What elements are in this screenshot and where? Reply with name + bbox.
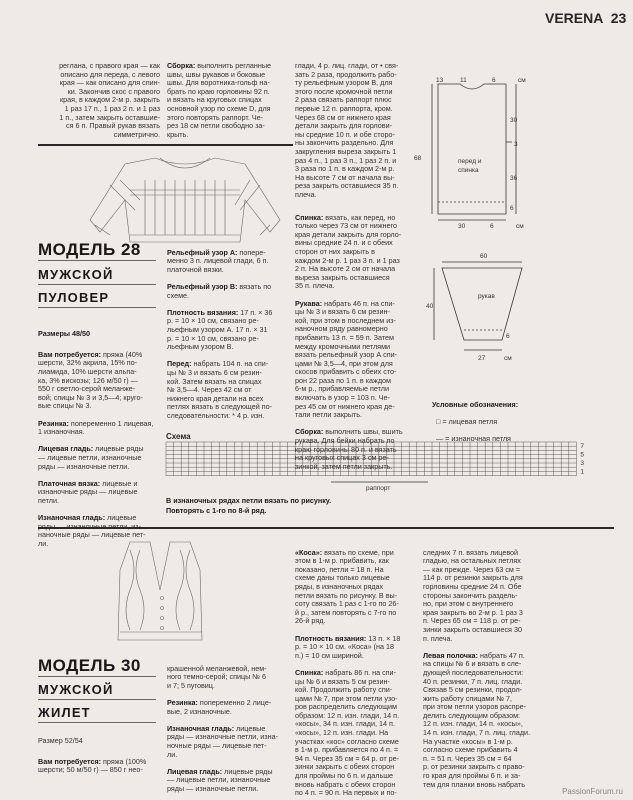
model-30-subtitle1: МУЖСКОЙ — [38, 682, 114, 697]
model-28-subtitle2: ПУЛОВЕР — [38, 290, 110, 305]
chart-note-1: В изнаночных рядах петли вязать по рисунку. — [166, 496, 332, 505]
model-28-details-col2: Рельефный узор А: попере- менно 3 п. лицевой глади, 6 п. платочной вязки. Рельефный узор В: вязать по схеме. Плотность вязания: 17 п. × 36 р. = 10 × 10 см, связано ре- льефным узором А. 17 п. × 31 р. = 10 × 10 см, связано ре- льефным узором В. Перед: набрать 104 п. на спи- цы № 3 и вязать 6 см резин- кой. Затем вязать на спицах № 3,5—4. Через 42 см от нижнего края детали на всех петлях вязать в следующей по- следовательности: * 4 р. изн. — [167, 247, 273, 420]
chart-row-label: 1 — [580, 468, 585, 476]
assembly-text-col2: Сборка: выполнить регланные швы, швы рукавов и боковые швы. Для воротника-гольф на- брать по краю горловины 92 п. и вязать на круговых спицах основной узор по схеме D, для этого повторять раппорт. Че- рез 18 см петли свободно за- крыть. — [167, 61, 271, 139]
sleeve-dim-bottom: 27 — [478, 355, 486, 362]
page-number: 23 — [610, 10, 627, 26]
dim-top-left: 13 — [436, 77, 444, 84]
sleeve-dim-cuff: 6 — [506, 333, 510, 340]
dim-side-top: 30 — [510, 117, 518, 124]
legend-knit: □ = лицевая петля — [436, 416, 498, 426]
sleeve-dim-unit: см — [504, 355, 512, 362]
model-30-details-col1: Размер 52/54 Вам потребуется: пряжа (100% шерсти; 50 м/50 г) — 850 г нео- — [38, 735, 147, 775]
dim-top-mid: 11 — [460, 77, 467, 84]
continued-text-col1: реглана, с правого края — как описано для переда, с левого края — как описано для спин- ки. Закончив скос с правого края, в каждом 2-м р. закрыть 1 раз 17 п., 1 раз 2 п. и 1 раз 1 п., затем закрыть оставшие- ся 6 п. Правый рукав вязать симметрично. — [59, 61, 160, 139]
chart-row-label: 5 — [580, 451, 585, 459]
dim-side-bottom: 6 — [510, 205, 514, 212]
model-28-details-col1: Размеры 48/50 Вам потребуется: пряжа (40% шерсти, 32% акрила, 15% по- лиамида, 10% шерсти альпа- ка, 3% вискозы; 126 м/50 г) — 550 г светло-серой меланже- вой; спицы № 3 и 3,5—4; круго- вые спицы № 3. Резинка: попеременно 1 лицевая, 1 изнаночная. Лицевая гладь: лицевые ряды — лицевые петли, изнаночные ряды — изнаночные петли. Платочная вязка: лицевые и изнаночные ряды — лицевые петли. Изнаночная гладь: лицевые наночные ряды — лицевые пет- ли. — [38, 328, 154, 548]
legend-title: Условные обозначения: — [432, 399, 519, 409]
model-30-details-col2: крашенной меланжевой, нем- ного темно-серой; спицы № 6 и 7; 5 пуговиц. Резинка: попеременно 2 лице- вые, 2 изнаночные. Изнаночная гладь: лицевые ряды — изнаночные петли, изна- ночные ряды — лицевые пет- ли. Лицевая гладь: лицевые ряды — лицевые петли, изнаночные ряды — изнаночные петли. — [167, 663, 278, 793]
section-divider-2 — [38, 527, 614, 529]
chart-note-2: Повторять с 1-го по 8-й ряд. — [166, 506, 267, 515]
model-28-details-col3: Спинка: вязать, как перед, но только через 73 см от нижнего края детали закрыть для горло- вины средние 24 п. и с обеих сторон от них закрыть в каждом 2-м р. 1 раз 3 п. и 1 раз 2 п. На высоте 2 см от начала выреза закрыть оставшиеся 35 п. плеча. Рукава: набрать 46 п. на спи- цы № 3 и вязать 6 см резин- кой, при этом в последнем из- наночном ряду равномерно прибавить 13 п. = 59 п. Затем между кромочными петлями вязать рельефный узор А спи- цами № 3,5—4, при этом для скосов прибавить с обеих сто- рон 22 раза по 1 п. в каждом 6-м р., прибавляемые петли включать в узор = 103 п. Че- рез 45 см от нижнего края де- тали петли закрыть. Сборка: выполнить швы, вшить рукава. Для бейки набрать по краю горловины 80 п. и вязать на круговых спицах 3 см ре- зинкой, затем петли закрыть. — [295, 212, 403, 471]
title-underline — [38, 260, 156, 261]
title-underline-30 — [38, 676, 156, 677]
brand-header — [545, 10, 626, 26]
subtitle-underline-30b — [38, 722, 156, 723]
continued-text-col3: глади, 4 р. лиц. глади, от • свя- зать 2 раза, продолжить рабо- ту рельефным узором В, для этого после кромочной петли 2 раза связать раппорт плюс первые 12 п. раппорта, кром. Через 68 см от нижнего края детали закрыть для горлови- ны средние 10 п. и обе сторо- ны закончить раздельно. Для закругления выреза закрыть 1 раз 4 п., 1 раз 3 п., 1 раз 2 п. и 3 раза по 1 п. в каждом 2-м р. На высоте 7 см от начала вы- реза закрыть оставшиеся 35 п. плеча. — [295, 61, 399, 199]
dim-bottom-right: 6 — [490, 223, 494, 230]
sleeve-dim-side: 40 — [426, 303, 434, 310]
chart-title: Схема — [166, 432, 191, 441]
model-30-details-col4: следних 7 п. вязать лицевой гладью, на остальных петлях — как прежде. Через 63 см = 114 р. от резинки закрыть для горловины средние 24 п. Обе стороны закончить раздель- но, при этом с внутреннего края закрыть во 2-м р. 1 раз 3 п. Через 65 см = 118 р. от ре- зинки закрыть оставшиеся 30 п. плеча. Левая полочка: набрать 47 п. на спицы № 6 и вязать в сле- дующей последовательности: 40 п. резинки, 7 п. лиц. глади. Связав 5 см резинки, продол- жить работу спицами № 7, при этом петли узоров распре- делить следующим образом: 12 п. изн. глади, 14 п. «косы», 14 п. изн. глади, 7 п. лиц. глади. На участке «косы» в 1-м р. согласно схеме прибавить 4 п. = 51 п. Через 35 см = 64 р. от резинки закрыть с право- го края для проймы 6 п. и за- тем для планки вновь набрать — [423, 547, 531, 789]
dim-unit-top: см — [518, 77, 526, 84]
subtitle-underline — [38, 284, 156, 285]
watermark: PassionForum.ru — [562, 787, 623, 796]
model-30-details-col3: «Коса»: вязать по схеме, при этом в 1-м р. прибавить, как показано, петли = 18 п. На схеме даны только лицевые ряды, в изнаночных рядах петли вязать по рисунку. В вы- соту связать 1 раз с 1-го по 26- й р., затем повторять с 7-го по 26-й ряд. Плотность вязания: 13 п. × 18 р. = 10 × 10 см. «Коса» (на 18 п.) = 10 см шириной. Спинка: набрать 86 п. на спи- цы № 6 и вязать 5 см резин- кой. Продолжить работу спи- цами № 7, при этом петли узо- ров распределить следующим образом: 12 п. изн. глади, 14 п. «косы», 34 п. изн. глади, 14 п. «косы», 12 п. изн. глади. На участках «кос» согласно схеме в 1-м р. прибавляется по 4 п. = 94 п. Через 35 см = 64 р. от ре- зинки закрыть с обеих сторон для проймы по 6 п. и дальше вновь набрать с обеих сторон по 4 п. = 90 п. На первых и по- — [295, 547, 401, 798]
dim-bottom-left: 30 — [458, 223, 466, 230]
model-28-subtitle1: МУЖСКОЙ — [38, 267, 114, 282]
model-30-title: МОДЕЛЬ 30 — [38, 656, 141, 675]
sweater-illustration — [85, 150, 285, 245]
vest-illustration — [100, 540, 220, 650]
subtitle-underline-2 — [38, 307, 156, 308]
legend-purl: — = изнаночная петля — [436, 433, 511, 443]
chart-row-label: 3 — [580, 460, 585, 467]
dim-height: 68 — [414, 155, 422, 162]
dim-side-small: 3 — [514, 141, 518, 148]
sleeve-schematic — [426, 253, 530, 368]
repeat-label: раппорт — [366, 485, 391, 492]
sleeve-part-label: рукав — [478, 293, 495, 300]
dim-unit-bottom: см — [516, 223, 524, 230]
model-30-subtitle2: ЖИЛЕТ — [38, 705, 91, 720]
sleeve-dim-top: 60 — [480, 253, 488, 260]
brand-name: VERENA — [545, 10, 603, 26]
subtitle-underline-30 — [38, 699, 156, 700]
section-divider — [38, 144, 293, 146]
chart-row-label: 7 — [580, 443, 585, 451]
dim-top-right: 6 — [492, 77, 496, 84]
schematic-part-label: перед и спинка — [458, 158, 482, 174]
dim-side-mid: 36 — [510, 175, 518, 182]
model-28-title: МОДЕЛЬ 28 — [38, 240, 141, 259]
pattern-chart — [166, 442, 606, 502]
